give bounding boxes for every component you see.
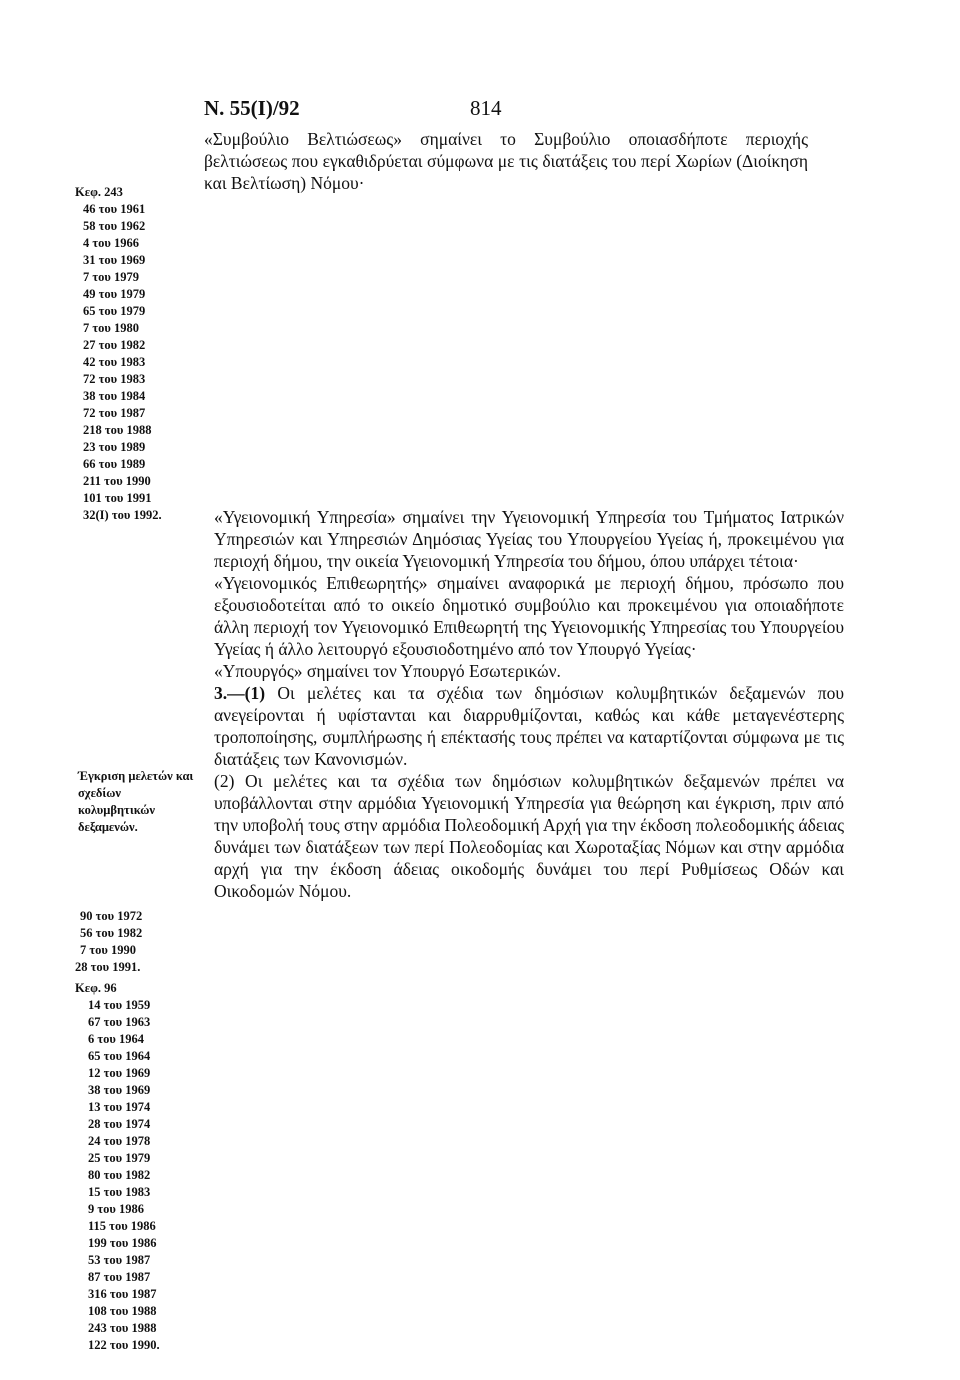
definition-minister: «Υπουργός» σημαίνει τον Υπουργό Εσωτερικών. [214, 661, 561, 681]
section-number: 3.—(1) [214, 683, 266, 703]
margin-ref: 27 του 1982 [83, 338, 146, 352]
margin-ref: 65 του 1979 [83, 304, 146, 318]
margin-references-chapter-243 [75, 184, 195, 524]
margin-ref: 4 του 1966 [83, 236, 139, 250]
margin-ref: 7 του 1979 [83, 270, 139, 284]
margin-ref: 58 του 1962 [83, 219, 146, 233]
margin-ref: 42 του 1983 [83, 355, 146, 369]
margin-ref: 72 του 1987 [83, 406, 146, 420]
margin-ref: 115 του 1986 [88, 1219, 156, 1233]
section-3-paragraph-2: (2) Οι μελέτες και τα σχέδια των δημόσιων κολυμβητικών δεξαμενών πρέπει να υποβάλλονται στην αρμόδια Υγειονομική Υπηρεσία για θεώρηση και έγκριση, πριν από την υποβολή τους στην αρμόδια Πολεοδομική Αρχή για την έκδοση πολεοδομικής άδειας δυνάμει των διατάξεων των περί Πολεοδομίας και Χωροταξίας Νόμων και στην αρμόδια αρχή για την έκδοση άδειας οικοδομής δυνάμει του περί Ρυθμίσεως Οδών και Οικοδομών Νόμου. [214, 771, 844, 901]
margin-ref: 25 του 1979 [88, 1151, 151, 1165]
margin-ref: 87 του 1987 [88, 1270, 151, 1284]
margin-ref: 23 του 1989 [83, 440, 146, 454]
section-text: Οι μελέτες και τα σχέδια των δημόσιων κολυμβητικών δεξαμενών που ανεγείρονται ή υφίστανται και διαρρυθμίζονται, καθώς και κάθε μεταγενέστερης τροποποίησης, συμπλήρωσης ή επέκτασής τους πρέπει να καταρτίζονται σύμφωνα με τις διατάξεις των Κανονισμών. [214, 683, 844, 769]
margin-ref: 31 του 1969 [83, 253, 146, 267]
margin-ref: 9 του 1986 [88, 1202, 144, 1216]
margin-ref: 101 του 1991 [83, 491, 152, 505]
margin-ref: 108 του 1988 [88, 1304, 157, 1318]
margin-ref: 66 του 1989 [83, 457, 146, 471]
margin-ref: 90 του 1972 [80, 909, 143, 923]
law-number: N. 55(I)/92 [204, 96, 300, 120]
margin-references-chapter-96 [75, 980, 195, 1354]
margin-ref: 24 του 1978 [88, 1134, 151, 1148]
margin-caption: Κεφ. 243 [75, 185, 123, 199]
margin-ref: 80 του 1982 [88, 1168, 151, 1182]
margin-ref: 15 του 1983 [88, 1185, 151, 1199]
margin-ref: 12 του 1969 [88, 1066, 151, 1080]
margin-ref: 38 του 1984 [83, 389, 146, 403]
margin-ref: 7 του 1990 [80, 943, 136, 957]
margin-ref: 13 του 1974 [88, 1100, 151, 1114]
margin-ref: 46 του 1961 [83, 202, 146, 216]
margin-ref: 7 του 1980 [83, 321, 139, 335]
margin-ref: 28 του 1991. [75, 960, 141, 974]
margin-ref: 243 του 1988 [88, 1321, 157, 1335]
definition-health-inspector: «Υγειονομικός Επιθεωρητής» σημαίνει αναφορικά με περιοχή δήμου, πρόσωπο που εξουσιοδοτείται από το οικείο δημοτικό συμβούλιο και προκειμένου για οποιαδήποτε άλλη περιοχή τον Υγειονομικό Επιθεωρητή της Υγειονομικής Υπηρεσίας του Υπουργείου Υγείας ή άλλο λειτουργό εξουσιοδοτημένο από τον Υπουργό Υγείας· [214, 573, 844, 659]
margin-ref: 218 του 1988 [83, 423, 152, 437]
margin-references-laws [75, 908, 195, 976]
main-text [214, 506, 844, 902]
section-3-paragraph-1 [214, 682, 844, 770]
definition-improvement-council [204, 128, 808, 194]
section-side-heading: Έγκριση μελετών και σχεδίων κολυμβητικών δεξαμενών. [78, 769, 194, 834]
margin-ref: 211 του 1990 [83, 474, 151, 488]
margin-caption: Κεφ. 96 [75, 981, 117, 995]
margin-ref: 65 του 1964 [88, 1049, 151, 1063]
margin-ref: 199 του 1986 [88, 1236, 157, 1250]
margin-ref: 53 του 1987 [88, 1253, 151, 1267]
margin-ref: 316 του 1987 [88, 1287, 157, 1301]
margin-ref: 72 του 1983 [83, 372, 146, 386]
margin-ref: 38 του 1969 [88, 1083, 151, 1097]
paragraph: «Συμβούλιο Βελτιώσεως» σημαίνει το Συμβούλιο οποιασδήποτε περιοχής βελτιώσεως που εγκαθιδρύεται σύμφωνα με τις διατάξεις του περί Χωρίων (Διοίκηση και Βελτίωση) Νόμου· [204, 129, 808, 193]
margin-ref: 14 του 1959 [88, 998, 151, 1012]
margin-ref: 49 του 1979 [83, 287, 146, 301]
margin-ref: 6 του 1964 [88, 1032, 144, 1046]
margin-ref: 122 του 1990. [88, 1338, 160, 1352]
margin-ref: 67 του 1963 [88, 1015, 151, 1029]
margin-ref: 32(I) του 1992. [83, 508, 162, 522]
page-number: 814 [470, 96, 502, 120]
definition-health-service: «Υγειονομική Υπηρεσία» σημαίνει την Υγειονομική Υπηρεσία του Τμήματος Ιατρικών Υπηρεσιών και Υπηρεσιών Δημόσιας Υγείας του Υπουργείου Υγείας ή, προκειμένου για περιοχή δήμου, την οικεία Υγειονομική Υπηρεσία του δήμου, όπου υπάρχει τέτοια· [214, 507, 844, 571]
margin-ref: 56 του 1982 [80, 926, 143, 940]
margin-ref: 28 του 1974 [88, 1117, 151, 1131]
